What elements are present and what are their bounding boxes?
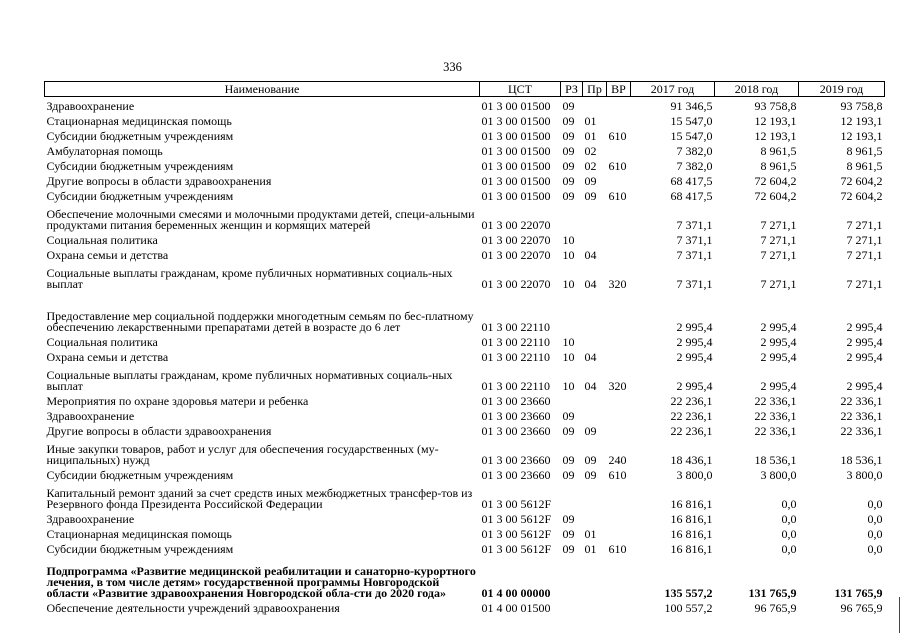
cell-name: Социальные выплаты гражданам, кроме публичных нормативных социаль-ных выплат	[46, 265, 453, 291]
cell-pr: 09	[584, 189, 597, 203]
cell-y2018: 22 336,1	[754, 409, 797, 423]
cell-vr	[607, 525, 631, 540]
budget-table	[44, 81, 885, 614]
cell-y2018: 131 765,9	[748, 586, 797, 600]
table-row	[45, 599, 885, 614]
cell-cst: 01 3 00 23660	[481, 453, 551, 467]
cell-rz: 10	[562, 277, 575, 291]
margin-mark	[899, 597, 900, 633]
column-header-2019: 2019 год	[799, 82, 885, 97]
table-row	[45, 231, 885, 246]
cell-pr	[583, 290, 607, 333]
cell-rz	[561, 202, 583, 231]
cell-vr	[607, 172, 631, 187]
cell-cst: 01 3 00 23660	[481, 409, 551, 423]
cell-y2017: 68 417,5	[670, 189, 713, 203]
cell-cst: 01 3 00 5612F	[481, 542, 552, 556]
cell-name: Здравоохранение	[46, 98, 135, 113]
table-row	[45, 246, 885, 261]
cell-pr: 01	[584, 542, 597, 556]
cell-rz: 10	[562, 248, 575, 262]
column-header-pr: Пр	[583, 82, 607, 97]
cell-name: Подпрограмма «Развитие медицинской реабилитации и санаторно-курортного лечения, в том числе детям» государственной программы Новгородской области «Развитие здравоохранения Новгородской обла-сти до 2020 года»	[46, 563, 476, 600]
table-row	[45, 555, 885, 599]
cell-name: Социальная политика	[46, 334, 158, 349]
cell-name: Субсидии бюджетным учреждениям	[46, 128, 234, 143]
cell-name: Предоставление мер социальной поддержки многодетным семьям по бес-платному обеспечению лекарственными препаратами детей в возрасте до 6 лет	[46, 308, 474, 334]
cell-y2018: 7 271,1	[760, 218, 797, 232]
cell-y2018: 72 604,2	[754, 174, 797, 188]
cell-y2018: 93 758,8	[754, 99, 797, 113]
cell-y2018: 96 765,9	[754, 601, 797, 615]
cell-vr	[607, 481, 631, 510]
cell-y2018: 2 995,4	[760, 320, 797, 334]
table-row	[45, 290, 885, 333]
cell-cst: 01 3 00 23660	[481, 394, 551, 408]
cell-name: Субсидии бюджетным учреждениям	[46, 467, 234, 482]
cell-vr	[607, 510, 631, 525]
cell-y2018: 2 995,4	[760, 350, 797, 364]
cell-cst: 01 4 00 00000	[481, 586, 551, 600]
cell-rz: 09	[562, 453, 575, 467]
cell-cst: 01 3 00 01500	[481, 129, 551, 143]
cell-y2017: 7 382,0	[676, 144, 713, 158]
cell-y2018: 8 961,5	[760, 144, 797, 158]
table-row	[45, 112, 885, 127]
cell-name: Стационарная медицинская помощь	[46, 526, 232, 541]
cell-pr: 04	[584, 248, 597, 262]
cell-y2019: 2 995,4	[846, 320, 883, 334]
cell-rz: 09	[562, 424, 575, 438]
cell-rz: 09	[562, 99, 575, 113]
table-row	[45, 348, 885, 363]
cell-vr: 320	[608, 379, 627, 393]
cell-vr	[607, 246, 631, 261]
cell-rz	[561, 555, 583, 599]
cell-pr: 09	[584, 453, 597, 467]
cell-y2017: 2 995,4	[676, 379, 713, 393]
cell-vr: 320	[608, 277, 627, 291]
column-header-rz: РЗ	[561, 82, 583, 97]
cell-cst: 01 3 00 22070	[481, 248, 551, 262]
cell-cst: 01 3 00 22070	[481, 233, 551, 247]
cell-vr	[607, 290, 631, 333]
cell-y2019: 7 271,1	[846, 218, 883, 232]
cell-vr	[607, 142, 631, 157]
cell-y2019: 0,0	[867, 512, 883, 526]
cell-y2017: 16 816,1	[670, 527, 713, 541]
cell-name: Иные закупки товаров, работ и услуг для обеспечения государственных (му-ниципальных) нужд	[46, 441, 439, 467]
cell-vr	[607, 392, 631, 407]
cell-y2019: 12 193,1	[840, 114, 883, 128]
cell-pr: 09	[584, 468, 597, 482]
cell-rz: 10	[562, 350, 575, 364]
table-row	[45, 97, 885, 113]
cell-y2019: 0,0	[867, 527, 883, 541]
table-row	[45, 437, 885, 466]
table-body	[45, 97, 885, 615]
table-row	[45, 392, 885, 407]
cell-cst: 01 3 00 5612F	[481, 497, 552, 511]
table-row	[45, 510, 885, 525]
cell-y2019: 72 604,2	[840, 189, 883, 203]
column-header-2018: 2018 год	[715, 82, 799, 97]
cell-y2019: 12 193,1	[840, 129, 883, 143]
cell-y2019: 22 336,1	[840, 409, 883, 423]
cell-name: Мероприятия по охране здоровья матери и ребенка	[46, 393, 309, 408]
cell-y2019: 18 536,1	[840, 453, 883, 467]
page-number: 336	[443, 60, 462, 74]
cell-y2018: 8 961,5	[760, 159, 797, 173]
cell-vr	[607, 231, 631, 246]
cell-y2017: 7 382,0	[676, 159, 713, 173]
cell-y2018: 0,0	[781, 542, 797, 556]
cell-y2018: 72 604,2	[754, 189, 797, 203]
cell-rz: 09	[562, 468, 575, 482]
cell-pr	[583, 555, 607, 599]
cell-name: Здравоохранение	[46, 511, 135, 526]
cell-rz: 09	[562, 174, 575, 188]
cell-y2019: 2 995,4	[846, 335, 883, 349]
cell-cst: 01 3 00 5612F	[481, 527, 552, 541]
cell-cst: 01 3 00 22110	[481, 335, 551, 349]
table-row	[45, 202, 885, 231]
column-header-cst: ЦСТ	[480, 82, 561, 97]
cell-vr	[607, 97, 631, 113]
table-row	[45, 172, 885, 187]
cell-vr	[607, 202, 631, 231]
table-row	[45, 261, 885, 290]
cell-name: Социальная политика	[46, 232, 158, 247]
cell-name: Здравоохранение	[46, 408, 135, 423]
cell-vr: 610	[608, 129, 627, 143]
cell-vr	[607, 333, 631, 348]
cell-pr: 02	[584, 159, 597, 173]
column-header-vr: ВР	[607, 82, 631, 97]
cell-y2017: 22 236,1	[670, 409, 713, 423]
cell-vr	[607, 599, 631, 614]
cell-vr	[607, 348, 631, 363]
cell-y2017: 7 371,1	[676, 218, 713, 232]
cell-y2019: 0,0	[867, 497, 883, 511]
cell-y2017: 2 995,4	[676, 320, 713, 334]
cell-vr: 610	[608, 189, 627, 203]
cell-cst: 01 3 00 01500	[481, 189, 551, 203]
cell-name: Капитальный ремонт зданий за счет средств иных межбюджетных трансфер-тов из Резервного фонда Президента Российской Федерации	[46, 485, 473, 511]
cell-pr	[583, 481, 607, 510]
cell-vr: 610	[608, 468, 627, 482]
cell-pr	[583, 202, 607, 231]
cell-vr: 610	[608, 542, 627, 556]
cell-y2017: 7 371,1	[676, 248, 713, 262]
table-row	[45, 333, 885, 348]
cell-pr	[583, 231, 607, 246]
cell-y2018: 3 800,0	[760, 468, 797, 482]
cell-rz: 10	[562, 233, 575, 247]
cell-y2018: 0,0	[781, 497, 797, 511]
cell-y2019: 72 604,2	[840, 174, 883, 188]
cell-y2017: 68 417,5	[670, 174, 713, 188]
cell-cst: 01 3 00 01500	[481, 144, 551, 158]
cell-pr	[583, 599, 607, 614]
cell-y2017: 135 557,2	[664, 586, 713, 600]
cell-y2017: 18 436,1	[670, 453, 713, 467]
cell-cst: 01 3 00 22110	[481, 320, 551, 334]
cell-cst: 01 3 00 5612F	[481, 512, 552, 526]
cell-y2018: 12 193,1	[754, 114, 797, 128]
cell-pr: 04	[584, 379, 597, 393]
cell-y2017: 2 995,4	[676, 350, 713, 364]
cell-y2019: 2 995,4	[846, 350, 883, 364]
cell-name: Обеспечение молочными смесями и молочными продуктами детей, специ-альными продуктами питания беременных женщин и кормящих матерей	[46, 206, 475, 232]
table-header-row	[45, 82, 885, 97]
cell-pr: 09	[584, 424, 597, 438]
cell-y2019: 131 765,9	[834, 586, 883, 600]
cell-y2017: 3 800,0	[676, 468, 713, 482]
table-row	[45, 525, 885, 540]
cell-y2017: 7 371,1	[676, 277, 713, 291]
cell-y2019: 22 336,1	[840, 394, 883, 408]
column-header-name: Наименование	[45, 82, 480, 97]
cell-cst: 01 3 00 01500	[481, 99, 551, 113]
cell-pr	[583, 97, 607, 113]
cell-cst: 01 3 00 01500	[481, 174, 551, 188]
cell-vr	[607, 422, 631, 437]
cell-cst: 01 3 00 22110	[481, 350, 551, 364]
table-row	[45, 466, 885, 481]
cell-pr: 01	[584, 129, 597, 143]
cell-pr: 02	[584, 144, 597, 158]
cell-pr	[583, 407, 607, 422]
cell-y2017: 100 557,2	[664, 601, 713, 615]
cell-y2019: 3 800,0	[846, 468, 883, 482]
cell-name: Стационарная медицинская помощь	[46, 113, 232, 128]
cell-rz: 09	[562, 129, 575, 143]
cell-y2019: 8 961,5	[846, 159, 883, 173]
table-row	[45, 540, 885, 555]
cell-y2018: 7 271,1	[760, 248, 797, 262]
cell-pr: 01	[584, 527, 597, 541]
cell-y2019: 7 271,1	[846, 233, 883, 247]
cell-name: Субсидии бюджетным учреждениям	[46, 188, 234, 203]
table-row	[45, 422, 885, 437]
cell-rz	[561, 290, 583, 333]
cell-rz: 09	[562, 144, 575, 158]
cell-y2017: 22 236,1	[670, 394, 713, 408]
cell-vr	[607, 555, 631, 599]
cell-y2018: 7 271,1	[760, 277, 797, 291]
table-row	[45, 481, 885, 510]
cell-cst: 01 3 00 22070	[481, 277, 551, 291]
cell-rz	[561, 392, 583, 407]
cell-rz: 09	[562, 189, 575, 203]
cell-name: Охрана семьи и детства	[46, 247, 169, 262]
cell-y2017: 91 346,5	[670, 99, 713, 113]
cell-y2017: 15 547,0	[670, 114, 713, 128]
cell-name: Охрана семьи и детства	[46, 349, 169, 364]
cell-vr	[607, 407, 631, 422]
cell-name: Амбулаторная помощь	[46, 143, 163, 158]
cell-rz: 09	[562, 409, 575, 423]
table-row	[45, 187, 885, 202]
cell-rz: 09	[562, 114, 575, 128]
cell-rz: 09	[562, 542, 575, 556]
cell-name: Субсидии бюджетным учреждениям	[46, 158, 234, 173]
cell-y2018: 12 193,1	[754, 129, 797, 143]
cell-y2018: 22 336,1	[754, 394, 797, 408]
cell-pr: 09	[584, 174, 597, 188]
cell-y2019: 2 995,4	[846, 379, 883, 393]
cell-y2019: 7 271,1	[846, 277, 883, 291]
cell-rz: 09	[562, 527, 575, 541]
cell-name: Другие вопросы в области здравоохранения	[46, 173, 272, 188]
cell-rz: 09	[562, 512, 575, 526]
cell-y2019: 7 271,1	[846, 248, 883, 262]
cell-rz: 10	[562, 379, 575, 393]
cell-y2017: 7 371,1	[676, 233, 713, 247]
cell-y2019: 0,0	[867, 542, 883, 556]
cell-cst: 01 3 00 22110	[481, 379, 551, 393]
cell-pr	[583, 392, 607, 407]
cell-y2017: 16 816,1	[670, 542, 713, 556]
cell-y2019: 8 961,5	[846, 144, 883, 158]
cell-name: Субсидии бюджетным учреждениям	[46, 541, 234, 556]
cell-cst: 01 3 00 01500	[481, 114, 551, 128]
cell-cst: 01 4 00 01500	[481, 601, 551, 615]
cell-pr: 04	[584, 277, 597, 291]
cell-y2017: 16 816,1	[670, 497, 713, 511]
cell-pr	[583, 333, 607, 348]
cell-pr	[583, 510, 607, 525]
cell-rz: 10	[562, 335, 575, 349]
cell-rz	[561, 481, 583, 510]
cell-rz	[561, 599, 583, 614]
column-header-2017: 2017 год	[631, 82, 715, 97]
cell-y2017: 2 995,4	[676, 335, 713, 349]
table-row	[45, 407, 885, 422]
cell-y2018: 0,0	[781, 512, 797, 526]
cell-name: Социальные выплаты гражданам, кроме публичных нормативных социаль-ных выплат	[46, 367, 453, 393]
table-row	[45, 142, 885, 157]
cell-cst: 01 3 00 22070	[481, 218, 551, 232]
cell-y2017: 16 816,1	[670, 512, 713, 526]
cell-pr: 04	[584, 350, 597, 364]
cell-vr: 610	[608, 159, 627, 173]
cell-cst: 01 3 00 01500	[481, 159, 551, 173]
cell-y2018: 0,0	[781, 527, 797, 541]
cell-y2018: 2 995,4	[760, 335, 797, 349]
cell-y2018: 18 536,1	[754, 453, 797, 467]
table-row	[45, 157, 885, 172]
cell-y2018: 2 995,4	[760, 379, 797, 393]
cell-y2019: 22 336,1	[840, 424, 883, 438]
cell-cst: 01 3 00 23660	[481, 468, 551, 482]
cell-vr: 240	[608, 453, 627, 467]
cell-rz: 09	[562, 159, 575, 173]
cell-name: Другие вопросы в области здравоохранения	[46, 423, 272, 438]
cell-y2018: 7 271,1	[760, 233, 797, 247]
cell-y2017: 15 547,0	[670, 129, 713, 143]
cell-y2018: 22 336,1	[754, 424, 797, 438]
cell-y2019: 96 765,9	[840, 601, 883, 615]
cell-y2019: 93 758,8	[840, 99, 883, 113]
table-row	[45, 363, 885, 392]
cell-cst: 01 3 00 23660	[481, 424, 551, 438]
cell-vr	[607, 112, 631, 127]
cell-y2017: 22 236,1	[670, 424, 713, 438]
cell-pr: 01	[584, 114, 597, 128]
cell-name: Обеспечение деятельности учреждений здравоохранения	[46, 600, 340, 615]
table-row	[45, 127, 885, 142]
